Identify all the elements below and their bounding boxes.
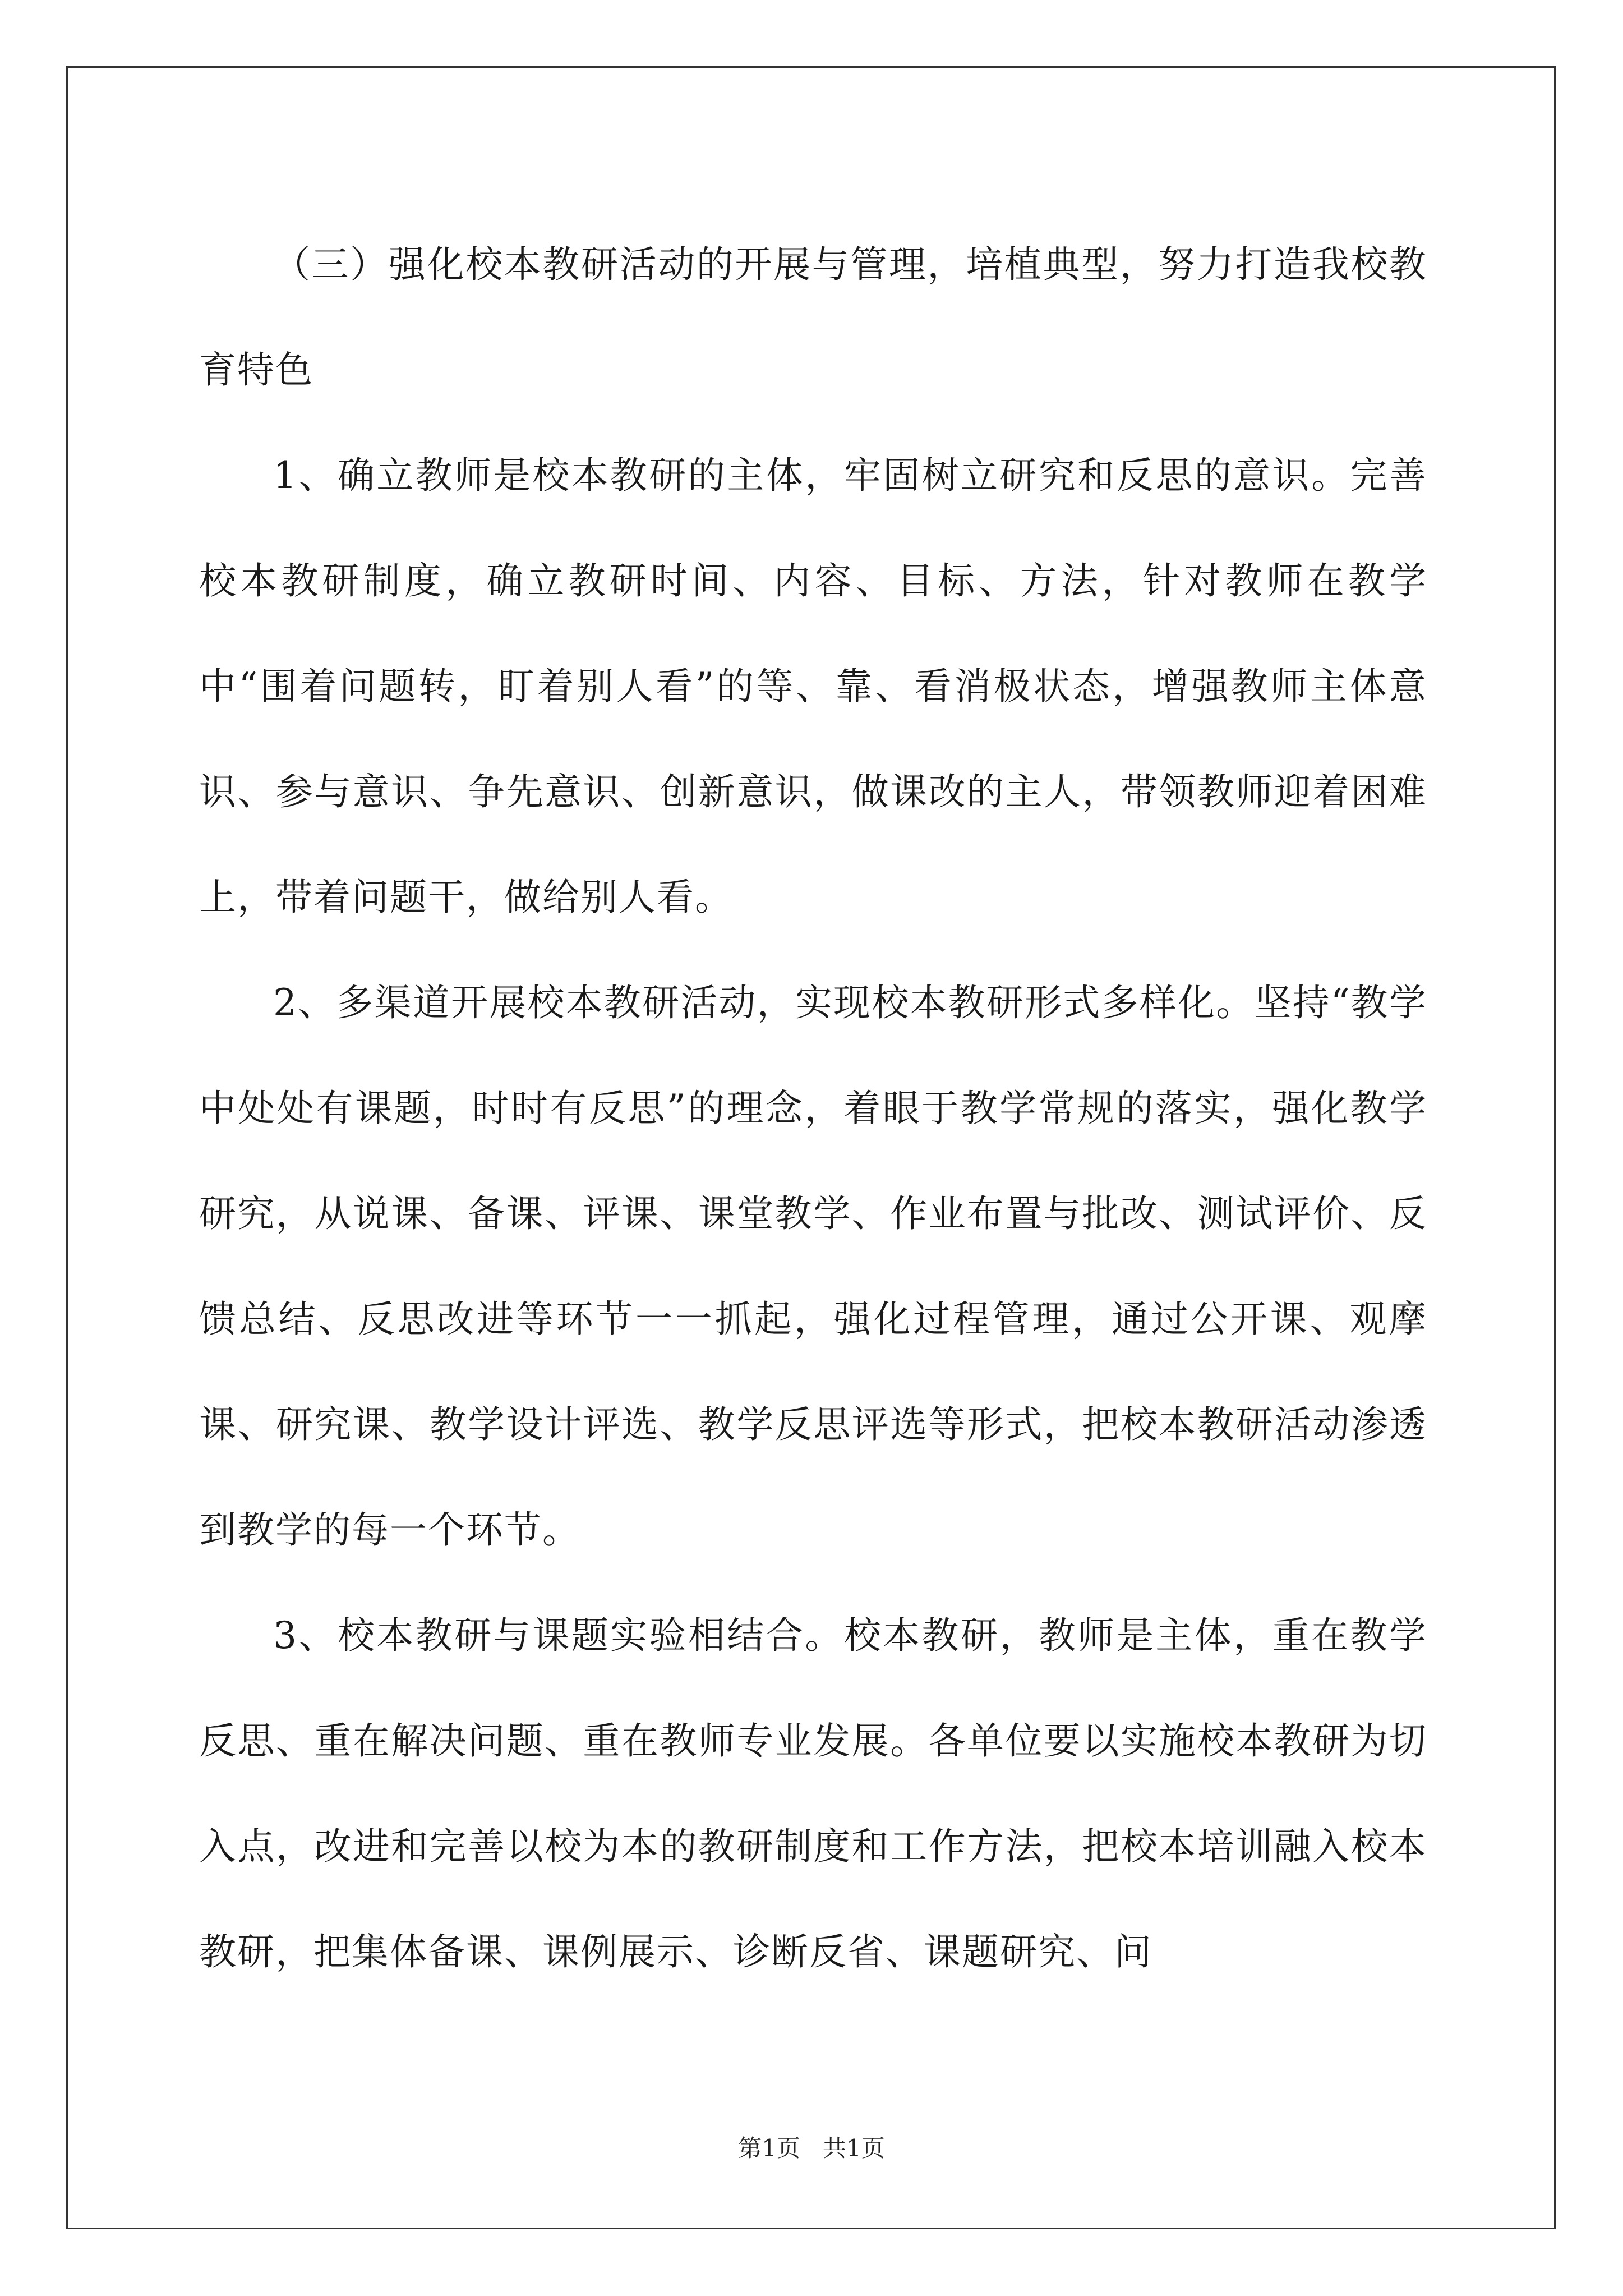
paragraph-heading: （三）强化校本教研活动的开展与管理，培植典型，努力打造我校教育特色: [199, 243, 1427, 392]
paragraph-3: 3、校本教研与课题实验相结合。校本教研，教师是主体，重在教学反思、重在解决问题、重在教师专业发展。各单位要以实施校本教研为切入点，改进和完善以校为本的教研制度和工作方法，把校本培训融入校本教研，把集体备课、课例展示、诊断反省、课题研究、问: [199, 1614, 1427, 1973]
page-number: 第1页: [738, 2134, 800, 2162]
paragraph-1: 1、确立教师是校本教研的主体，牢固树立研究和反思的意识。完善校本教研制度，确立教研时间、内容、目标、方法，针对教师在教学中“围着问题转，盯着别人看”的等、靠、看消极状态，增强教师主体意识、参与意识、争先意识、创新意识，做课改的主人，带领教师迎着困难上，带着问题干，做给别人看。: [199, 454, 1427, 919]
page-footer: [0, 2132, 1623, 2165]
page-total: 共1页: [823, 2134, 885, 2162]
paragraph-2: 2、多渠道开展校本教研活动，实现校本教研形式多样化。坚持“教学中处处有课题，时时有反思”的理念，着眼于教学常规的落实，强化教学研究，从说课、备课、评课、课堂教学、作业布置与批改、测试评价、反馈总结、反思改进等环节一一抓起，强化过程管理，通过公开课、观摩课、研究课、教学设计评选、教学反思评选等形式，把校本教研活动渗透到教学的每一个环节。: [199, 981, 1427, 1552]
footer-gap: [800, 2134, 823, 2162]
document-body: [199, 212, 1427, 2005]
